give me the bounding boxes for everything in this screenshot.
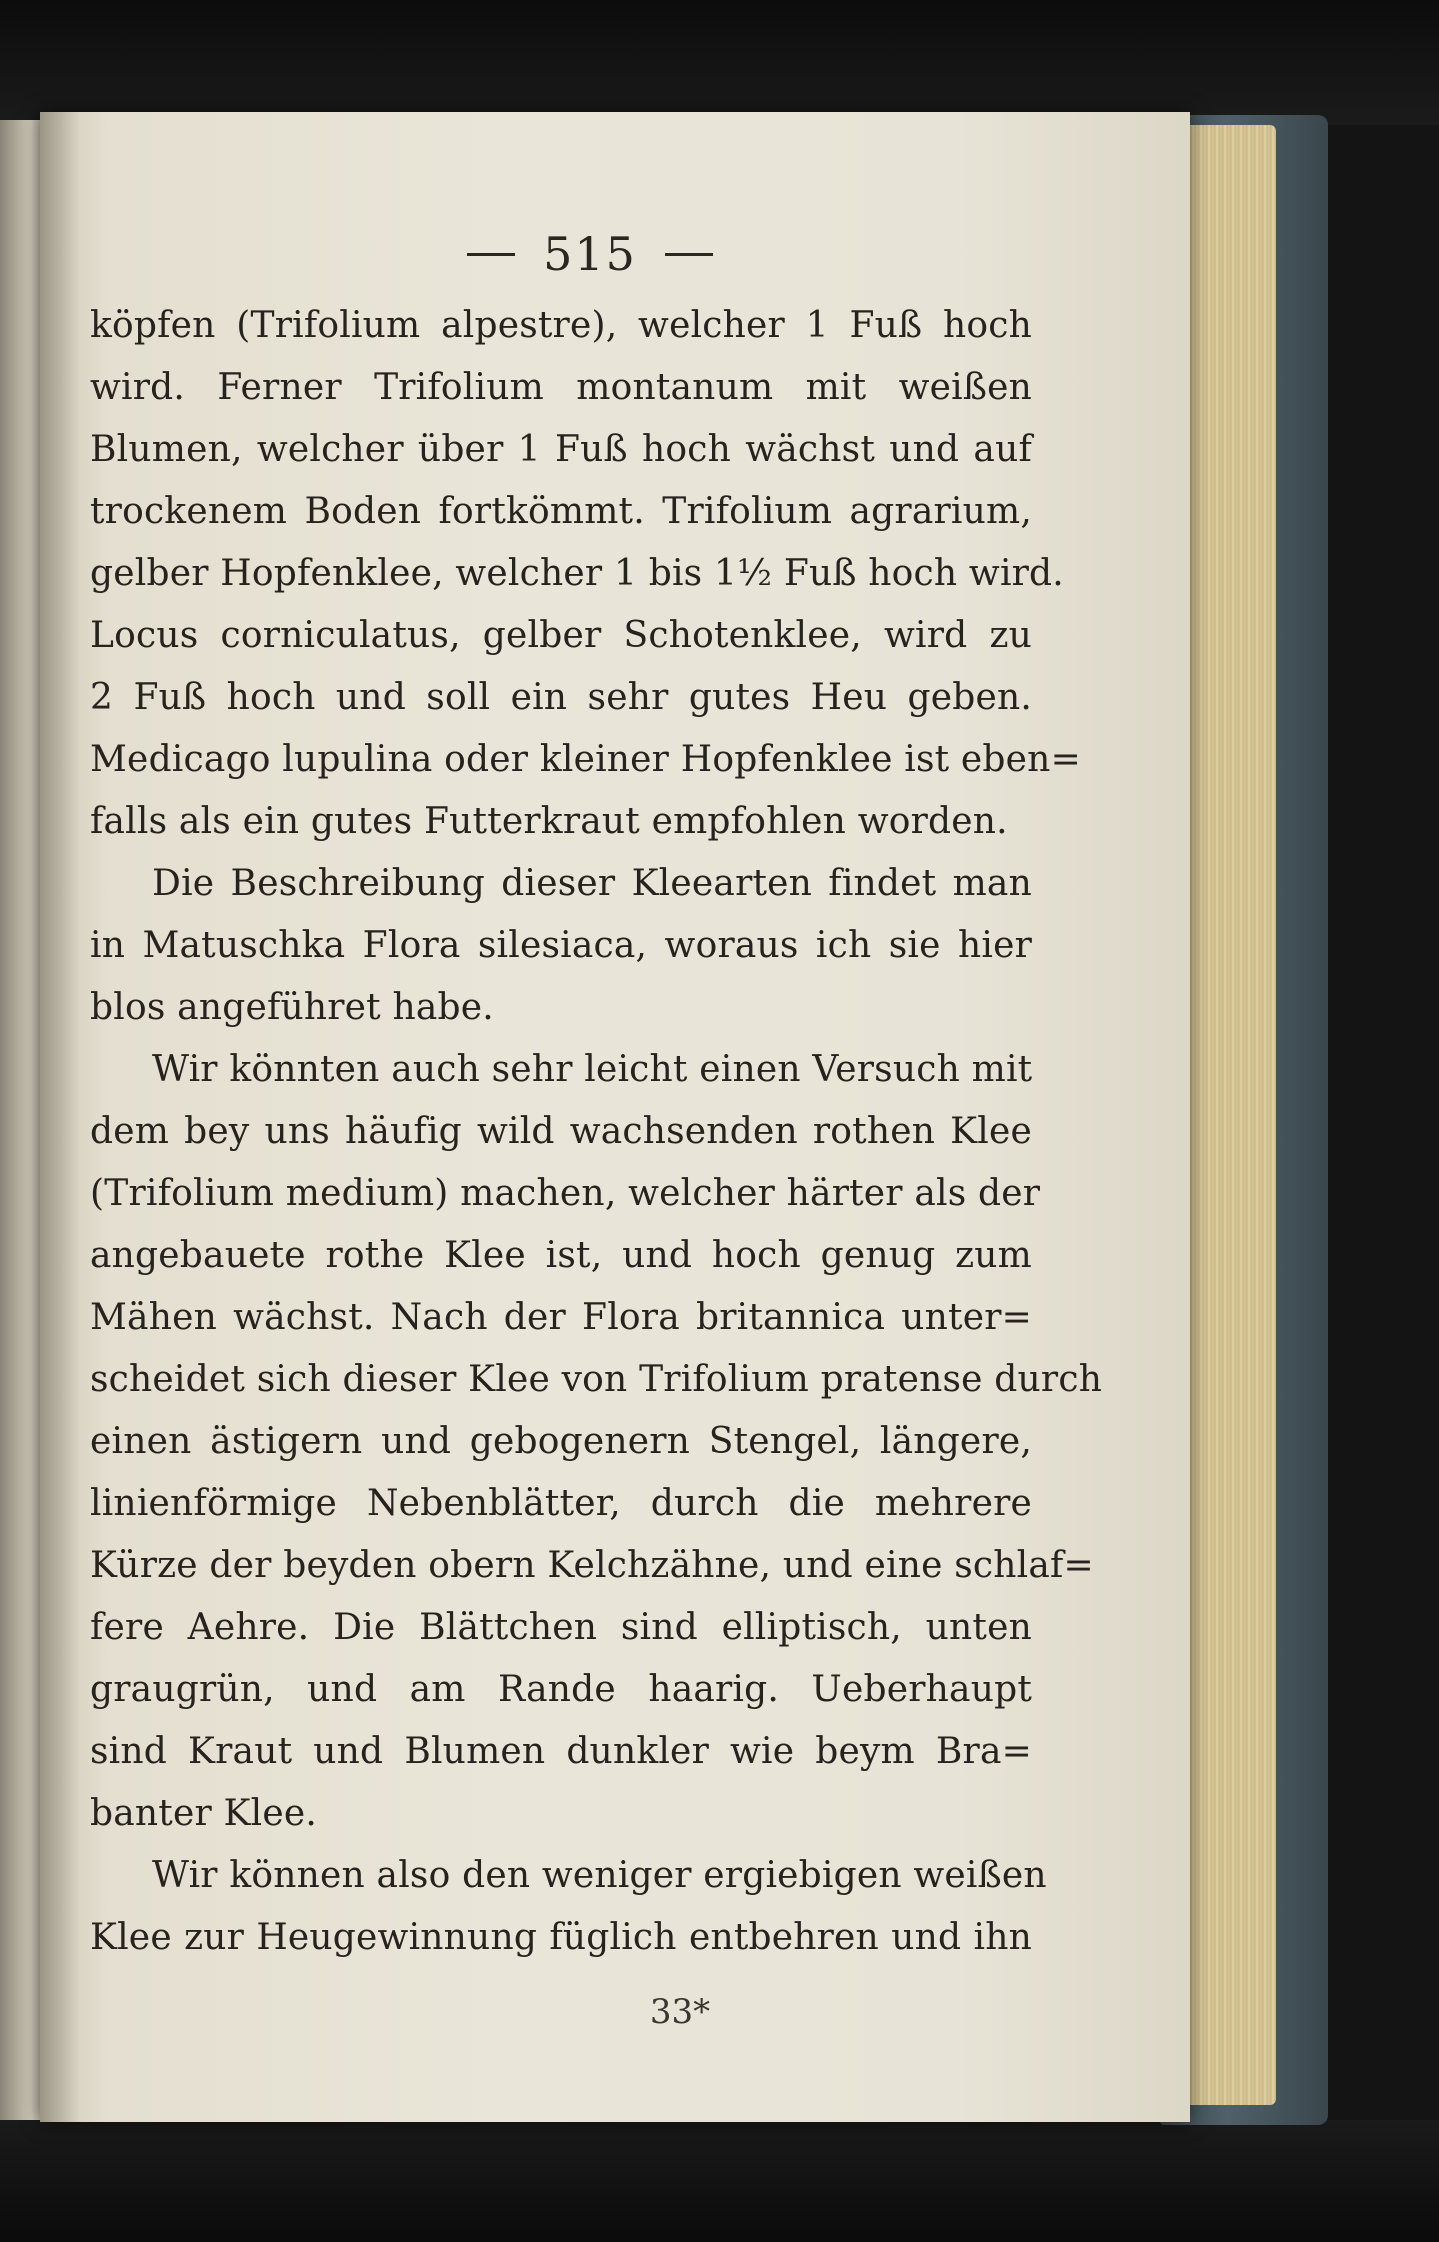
text-line: Locus corniculatus, gelber Schotenklee, wird zu xyxy=(90,615,1032,656)
running-head xyxy=(340,214,840,294)
text-line: Kürze der beyden obern Kelchzähne, und eine schlaf= xyxy=(90,1545,1094,1586)
book-page xyxy=(40,112,1190,2122)
running-head-dash-right xyxy=(665,253,713,256)
text-line: fere Aehre. Die Blättchen sind elliptisch, unten xyxy=(90,1607,1032,1648)
page-gutter-shadow xyxy=(40,112,80,2122)
text-line: linienförmige Nebenblätter, durch die mehrere xyxy=(90,1483,1032,1524)
text-line: trockenem Boden fortkömmt. Trifolium agrarium, xyxy=(90,491,1032,532)
text-line: sind Kraut und Blumen dunkler wie beym Bra= xyxy=(90,1731,1032,1772)
text-line: (Trifolium medium) machen, welcher härter als der xyxy=(90,1173,1041,1214)
text-line: blos angeführet habe. xyxy=(90,987,494,1028)
text-line: Die Beschreibung dieser Kleearten findet man xyxy=(152,863,1032,904)
text-line: Medicago lupulina oder kleiner Hopfenklee ist eben= xyxy=(90,739,1081,780)
body-text xyxy=(90,295,1103,1969)
running-head-dash-left xyxy=(467,253,515,256)
dark-background-top xyxy=(0,0,1439,125)
text-line: köpfen (Trifolium alpestre), welcher 1 Fuß hoch xyxy=(90,305,1032,346)
text-line: graugrün, und am Rande haarig. Ueberhaupt xyxy=(90,1669,1032,1710)
text-line: Wir können also den weniger ergiebigen weißen xyxy=(152,1855,1047,1896)
page-number: 515 xyxy=(543,227,637,281)
text-line: falls als ein gutes Futterkraut empfohlen worden. xyxy=(90,801,1008,842)
text-line: Klee zur Heugewinnung füglich entbehren und ihn xyxy=(90,1917,1032,1958)
text-line: Mähen wächst. Nach der Flora britannica unter= xyxy=(90,1297,1032,1338)
text-line: angebauete rothe Klee ist, und hoch genug zum xyxy=(90,1235,1032,1276)
text-line: wird. Ferner Trifolium montanum mit weißen xyxy=(90,367,1032,408)
text-line: scheidet sich dieser Klee von Trifolium pratense durch xyxy=(90,1359,1103,1400)
text-line: in Matuschka Flora silesiaca, woraus ich sie hier xyxy=(90,925,1032,966)
signature-mark: 33* xyxy=(649,1992,711,2032)
text-line: gelber Hopfenklee, welcher 1 bis 1½ Fuß hoch wird. xyxy=(90,553,1064,594)
text-line: dem bey uns häufig wild wachsenden rothen Klee xyxy=(90,1111,1032,1152)
page-edges xyxy=(1180,125,1276,2105)
text-line: banter Klee. xyxy=(90,1793,317,1834)
text-line: 2 Fuß hoch und soll ein sehr gutes Heu geben. xyxy=(90,677,1032,718)
text-line: Blumen, welcher über 1 Fuß hoch wächst und auf xyxy=(90,429,1032,470)
dark-background-bottom xyxy=(0,2120,1439,2242)
text-line: einen ästigern und gebogenern Stengel, längere, xyxy=(90,1421,1032,1462)
text-line: Wir könnten auch sehr leicht einen Versuch mit xyxy=(152,1049,1033,1090)
